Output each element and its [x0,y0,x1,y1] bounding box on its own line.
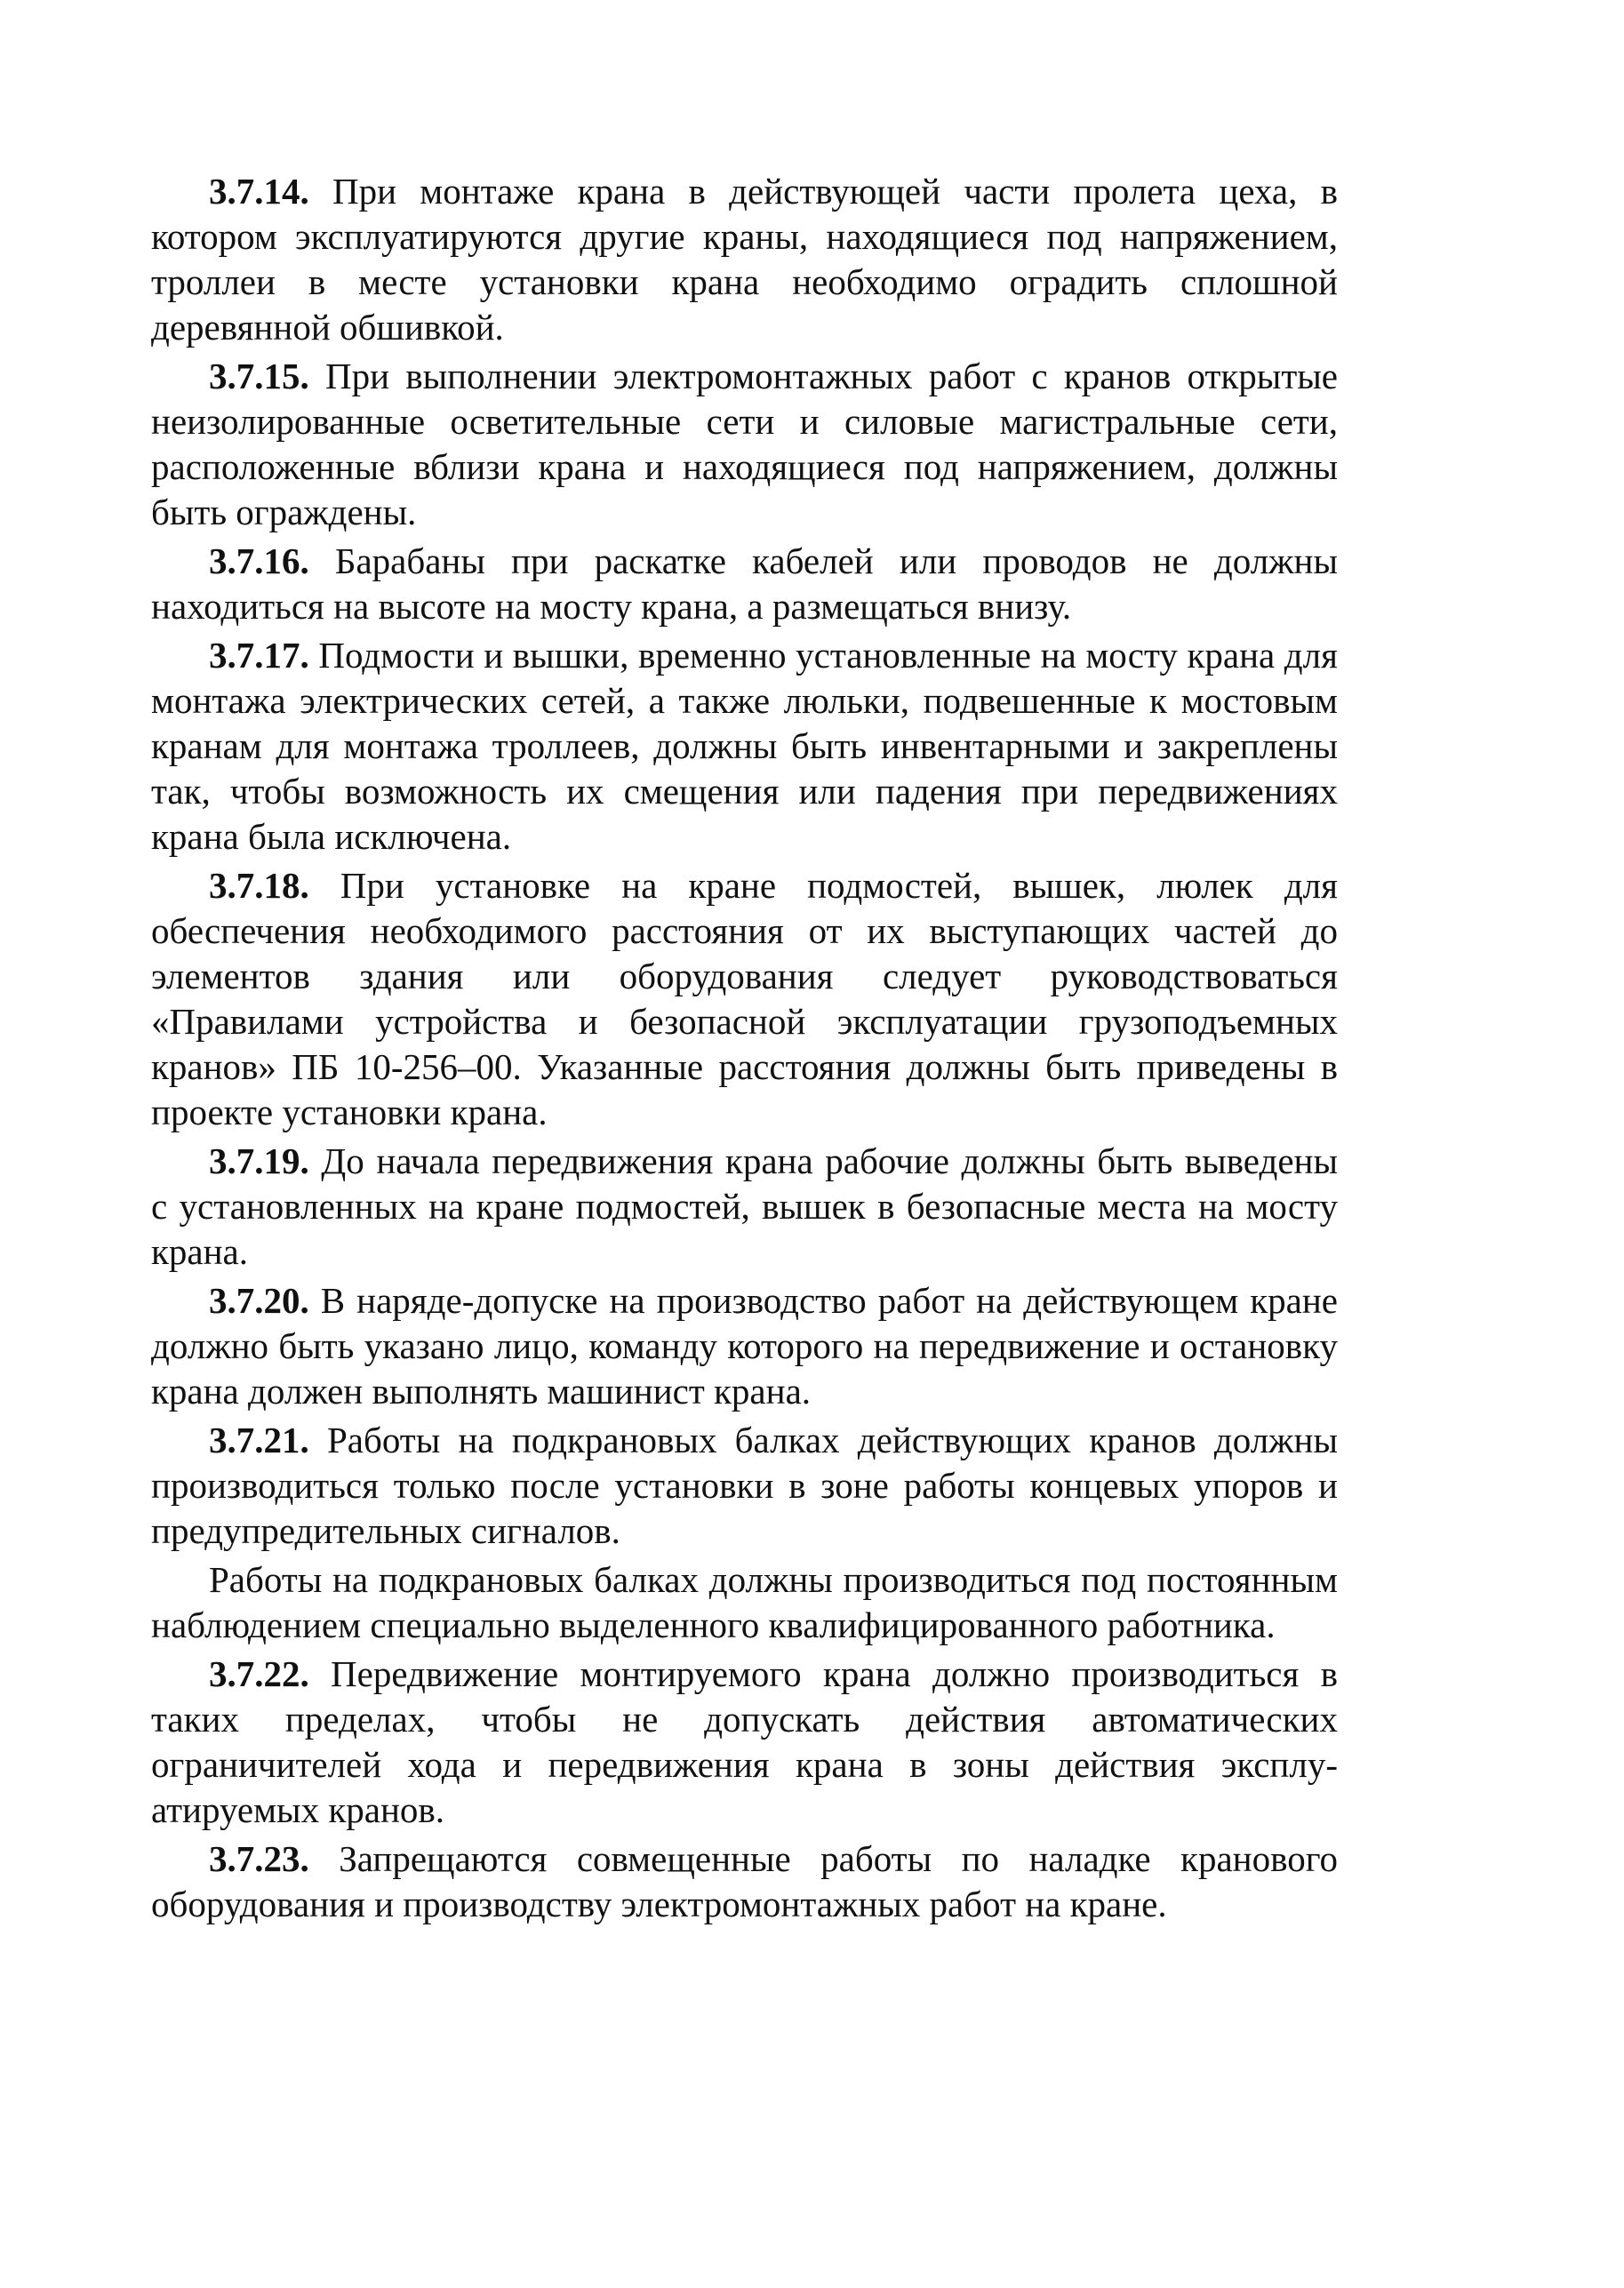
document-page [151,169,1338,1931]
clause-text: Запрещаются совмещенные работы по наладке кранового оборудования и производству электромонтажных работ на кране. [151,1838,1338,1924]
paragraph-3-7-14 [151,169,1338,350]
paragraph-3-7-22 [151,1652,1338,1833]
clause-number: 3.7.17. [209,635,309,676]
paragraph-3-7-15 [151,354,1338,535]
paragraph-3-7-23 [151,1836,1338,1927]
paragraph-3-7-18 [151,863,1338,1135]
paragraph-3-7-21 [151,1418,1338,1554]
clause-text: Работы на подкрановых балках действующих кранов должны производиться только после установки в зоне работы концевых упоров и предупредительных сигналов. [151,1420,1338,1551]
clause-number: 3.7.20. [209,1280,309,1321]
clause-number: 3.7.15. [209,356,309,396]
clause-number: 3.7.18. [209,865,309,906]
paragraph-3-7-19 [151,1139,1338,1275]
clause-number: 3.7.21. [209,1420,309,1460]
clause-number: 3.7.19. [209,1140,309,1181]
paragraph-3-7-21-continued [151,1557,1338,1648]
clause-number: 3.7.23. [209,1838,309,1879]
clause-text: Подмости и вышки, временно установленные на мосту крана для монтажа электрических сетей, а также люльки, подвешенные к мостовым кранам для монтажа троллеев, должны быть инвентарными и закреплены так, чтобы возможность их смещения или падения при передвижениях крана была исключена. [151,635,1338,857]
clause-text: При монтаже крана в действующей части пролета цеха, в котором эксплуатируются другие краны, находящиеся под напряжением, троллеи в месте установки крана необходимо оградить сплошной деревянной обшивкой. [151,171,1338,348]
clause-text: При выполнении электромонтажных работ с кранов открытые неизолированные осветительные сети и силовые магистральные сети, расположенные вблизи крана и находящиеся под напряжением, должны быть ограждены. [151,356,1338,532]
clause-text: Передвижение монтируемого крана должно производиться в таких пределах, чтобы не допускать действия автоматических ограничителей хода и передвижения крана в зоны действия эксплуатируемых кранов. [151,1653,1338,1830]
clause-number: 3.7.16. [209,540,309,581]
paragraph-3-7-17 [151,633,1338,860]
clause-number: 3.7.22. [209,1653,309,1694]
clause-text: При установке на кране подмостей, вышек, люлек для обеспечения необходимого расстояния от их выступающих частей до элементов здания или оборудования следует руководствоваться «Правилами устройства и безопасной эксплуатации грузоподъемных кранов» ПБ 10-256–00. Указанные расстояния должны быть приведены в проекте установки крана. [151,865,1338,1132]
paragraph-3-7-16 [151,539,1338,629]
paragraph-3-7-20 [151,1278,1338,1414]
clause-text: Работы на подкрановых балках должны производиться под постоянным наблюдением специально выделенного квалифицированного работника. [151,1559,1338,1645]
clause-text: Барабаны при раскатке кабелей или проводов не должны находиться на высоте на мосту крана, а размещаться внизу. [151,540,1338,627]
clause-text: В наряде-допуске на производство работ на действующем кране должно быть указано лицо, команду которого на передвижение и остановку крана должен выполнять машинист крана. [151,1280,1338,1412]
clause-text: До начала передвижения крана рабочие должны быть выведены с установленных на кране подмостей, вышек в безопасные места на мосту крана. [151,1140,1338,1272]
clause-number: 3.7.14. [209,171,309,212]
